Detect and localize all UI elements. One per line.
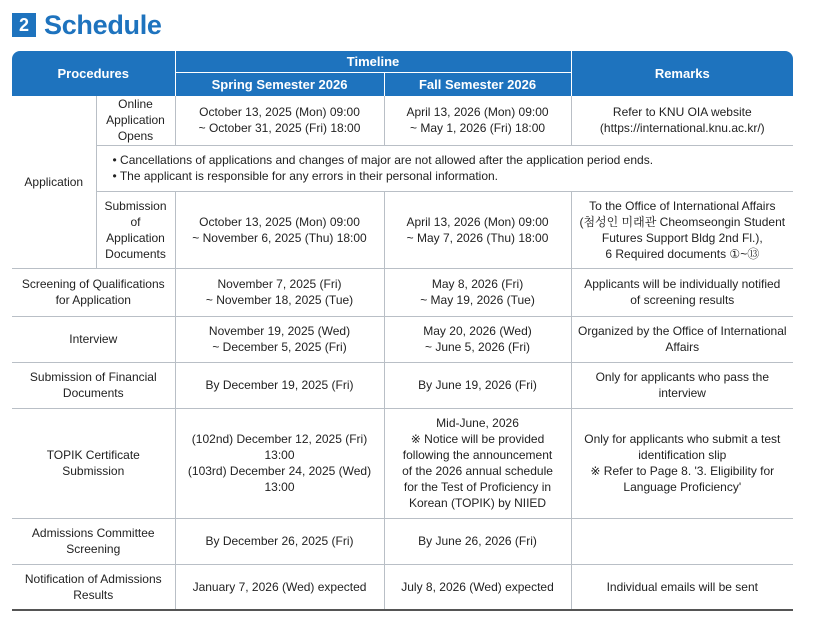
cell-line: ~ May 1, 2026 (Fri) 18:00 xyxy=(409,121,546,136)
section-number: 2 xyxy=(12,13,36,37)
cell-line: Submission of Financial xyxy=(29,370,157,384)
cell-line: Applicants will be individually notified xyxy=(584,277,781,291)
remarks-cell xyxy=(571,408,793,518)
cell-line: 13:00 xyxy=(264,448,295,462)
online-remarks-cell xyxy=(571,96,793,145)
cell-line: Mid-June, 2026 xyxy=(436,416,519,430)
cell-line: July 8, 2026 (Wed) expected xyxy=(401,579,554,594)
cell-line: Only for applicants who submit a test xyxy=(584,432,781,446)
row-label-cell xyxy=(12,316,175,362)
cell-line: Application xyxy=(106,230,165,245)
cell-line: (103rd) December 24, 2025 (Wed) xyxy=(187,464,372,478)
online-spring-cell xyxy=(175,96,384,145)
spring-cell xyxy=(175,268,384,316)
fall-cell xyxy=(384,564,571,610)
cell-line: May 8, 2026 (Fri) xyxy=(431,277,524,291)
remarks-cell xyxy=(571,316,793,362)
submission-label xyxy=(96,191,175,268)
cell-line: • Cancellations of applications and changes of major are not allowed after the application period ends. xyxy=(112,153,654,167)
fall-cell xyxy=(384,518,571,564)
cell-line: 6 Required documents ①~⑬ xyxy=(605,246,760,261)
cell-line: Results xyxy=(73,587,114,602)
cell-line: Individual emails will be sent xyxy=(606,579,758,594)
cell-line: Documents xyxy=(62,386,124,400)
cell-line: (102nd) December 12, 2025 (Fri) xyxy=(191,432,368,446)
cell-line: Application xyxy=(106,113,165,128)
cell-line: Submission xyxy=(62,464,125,478)
section-heading: Schedule xyxy=(44,9,162,40)
cell-line: January 7, 2026 (Wed) expected xyxy=(192,579,367,594)
header-spring: Spring Semester 2026 xyxy=(175,73,384,97)
header-procedures: Procedures xyxy=(12,51,175,96)
cell-line: ~ May 7, 2026 (Thu) 18:00 xyxy=(406,230,549,245)
remarks-cell xyxy=(571,518,793,564)
cell-line: Opens xyxy=(117,129,154,144)
row-label-cell xyxy=(12,408,175,518)
cell-line: Submission xyxy=(104,198,167,213)
table-row xyxy=(12,518,793,564)
cell-line: of the 2026 annual schedule xyxy=(402,464,553,478)
remarks-cell xyxy=(571,362,793,408)
spring-cell xyxy=(175,518,384,564)
header-timeline: Timeline xyxy=(175,51,571,73)
cell-line: November 19, 2025 (Wed) xyxy=(208,324,351,338)
cell-line: Interview xyxy=(69,332,118,346)
cell-line: April 13, 2026 (Mon) 09:00 xyxy=(406,105,549,120)
cell-line: of xyxy=(130,214,141,229)
cell-line: for Application xyxy=(55,293,131,307)
submission-fall-cell xyxy=(384,191,571,268)
cell-line: following the announcement xyxy=(402,448,553,462)
cell-line: May 20, 2026 (Wed) xyxy=(423,324,532,338)
cell-line: Organized by the Office of International xyxy=(577,324,787,338)
cell-line: Affairs xyxy=(665,340,700,354)
spring-cell xyxy=(175,408,384,518)
remarks-cell xyxy=(571,564,793,610)
schedule-table xyxy=(12,51,793,611)
table-row xyxy=(12,408,793,518)
application-notes xyxy=(96,145,793,191)
cell-line: Refer to KNU OIA website xyxy=(612,105,752,120)
cell-line: Screening of Qualifications xyxy=(21,277,165,291)
row-label-cell xyxy=(12,564,175,610)
cell-line: Korean (TOPIK) by NIIED xyxy=(408,496,547,510)
submission-remarks-cell xyxy=(571,191,793,268)
header-fall: Fall Semester 2026 xyxy=(384,73,571,97)
cell-line: October 13, 2025 (Mon) 09:00 xyxy=(199,105,360,120)
cell-line: ※ Notice will be provided xyxy=(410,432,545,446)
spring-cell xyxy=(175,362,384,408)
section-title xyxy=(12,8,162,42)
header-remarks: Remarks xyxy=(571,51,793,96)
submission-spring-cell xyxy=(175,191,384,268)
cell-line: April 13, 2026 (Mon) 09:00 xyxy=(406,214,549,229)
cell-line: Admissions Committee xyxy=(31,526,155,540)
cell-line: ~ December 5, 2025 (Fri) xyxy=(212,340,347,354)
cell-line: ~ May 19, 2026 (Tue) xyxy=(420,293,535,307)
cell-line: By December 26, 2025 (Fri) xyxy=(205,534,354,548)
cell-line: (첨성인 미래관 Cheomseongin Student xyxy=(579,214,786,229)
cell-line: ~ November 18, 2025 (Tue) xyxy=(205,293,354,307)
cell-line: Notification of Admissions xyxy=(24,571,162,586)
row-label-cell xyxy=(12,362,175,408)
row-label-cell xyxy=(12,268,175,316)
cell-line: Documents xyxy=(105,246,166,261)
table-row xyxy=(12,564,793,610)
fall-cell xyxy=(384,268,571,316)
cell-line: TOPIK Certificate xyxy=(46,448,140,462)
cell-line: November 7, 2025 (Fri) xyxy=(217,277,342,291)
table-row xyxy=(12,316,793,362)
cell-line: of screening results xyxy=(630,293,735,307)
table-row xyxy=(12,268,793,316)
fall-cell xyxy=(384,362,571,408)
cell-line: By June 26, 2026 (Fri) xyxy=(418,534,537,548)
cell-line: Language Proficiency' xyxy=(623,480,742,494)
cell-line: October 13, 2025 (Mon) 09:00 xyxy=(199,214,360,229)
row-label-cell xyxy=(12,518,175,564)
cell-line: interview xyxy=(658,386,706,400)
cell-line: Only for applicants who pass the xyxy=(595,370,769,384)
remarks-cell xyxy=(571,268,793,316)
spring-cell xyxy=(175,316,384,362)
cell-line: Futures Support Bldg 2nd Fl.), xyxy=(601,230,763,245)
cell-line: By December 19, 2025 (Fri) xyxy=(205,378,354,392)
spring-cell xyxy=(175,564,384,610)
application-label: Application xyxy=(12,96,96,268)
cell-line: Screening xyxy=(66,542,121,556)
cell-line: • The applicant is responsible for any errors in their personal information. xyxy=(112,169,499,183)
cell-line: ※ Refer to Page 8. '3. Eligibility for xyxy=(590,464,775,478)
fall-cell xyxy=(384,316,571,362)
cell-line: ~ June 5, 2026 (Fri) xyxy=(424,340,531,354)
cell-line: Online xyxy=(118,97,153,112)
online-fall-cell xyxy=(384,96,571,145)
cell-line: identification slip xyxy=(638,448,727,462)
cell-line: (https://international.knu.ac.kr/) xyxy=(599,121,765,136)
cell-line: By June 19, 2026 (Fri) xyxy=(418,378,537,392)
cell-line: ~ October 31, 2025 (Fri) 18:00 xyxy=(198,121,361,136)
cell-line: To the Office of International Affairs xyxy=(589,198,776,213)
table-row xyxy=(12,362,793,408)
online-application-label xyxy=(96,96,175,145)
cell-line: for the Test of Proficiency in xyxy=(403,480,552,494)
cell-line: 13:00 xyxy=(264,480,295,494)
fall-cell xyxy=(384,408,571,518)
cell-line: ~ November 6, 2025 (Thu) 18:00 xyxy=(192,230,367,245)
